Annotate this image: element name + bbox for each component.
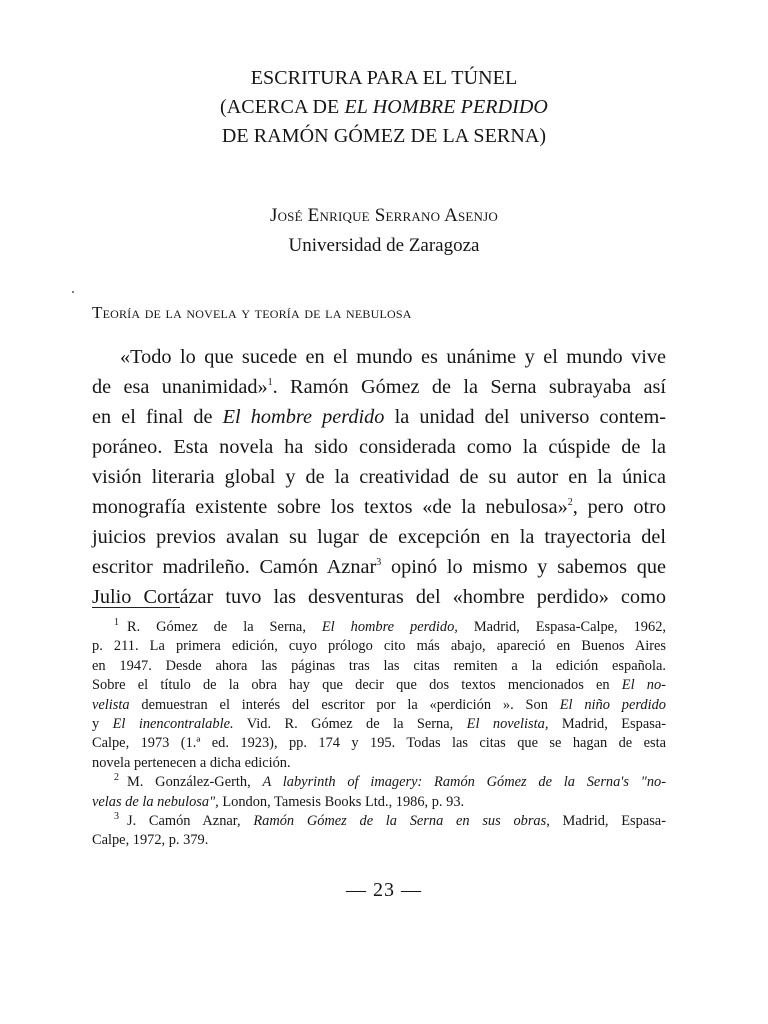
body-line: en el final de El hombre perdido la unidad del universo contem- [92,406,667,428]
author-affiliation: Universidad de Zaragoza [288,235,480,256]
footnote-ref[interactable]: 3 [376,557,382,569]
footnote-line: Sobre el título de la obra hay que decir que dos textos mencionados en El no- [92,677,666,694]
body-line: escritor madrileño. Camón Aznar$^3$ opinó lo mismo y sabemos que [92,556,666,578]
footnote-ref[interactable]: 2 [567,497,573,509]
footnote-number: 3 [114,811,119,823]
footnote-line: p. 211. La primera edición, cuyo prólogo cito más abajo, apareció en Buenos Aires [92,638,666,655]
author-name: José Enrique Serrano Asenjo [269,205,498,226]
title-line-3: DE RAMÓN GÓMEZ DE LA SERNA) [221,125,547,147]
section-heading: Teoría de la novela y teoría de la nebulosa [92,303,412,322]
footnote-line: Calpe, 1972, p. 379. [92,832,209,849]
footnote-line: en 1947. Desde ahora las páginas tras las citas remiten a la edición española. [92,657,666,674]
body-line: juicios previos avalan su lugar de excepción en la trayectoria del [92,526,666,548]
title-line-1: ESCRITURA PARA EL TÚNEL [250,67,518,89]
body-line: poráneo. Esta novela ha sido considerada como la cúspide de la [92,436,666,458]
body-line: de esa unanimidad»$^1$. Ramón Gómez de la Serna subrayaba así [92,376,666,398]
footnote-line: novela pertenecen a dicha edición. [92,754,291,771]
article-title [0,64,768,151]
footnote-ref[interactable]: 1 [267,377,273,389]
page-number: — 23 — [346,879,422,901]
footnote-line: y El inencontralable. Vid. R. Gómez de la Serna, El novelista, Madrid, Espasa- [92,716,666,733]
footnote-line: velista demuestran el interés del escritor por la «perdición ». Son El niño perdido [92,696,666,713]
footnote-line: Calpe, 1973 (1.ª ed. 1923), pp. 174 y 195. Todas las citas que se hagan de esta [92,735,666,752]
footnote-1: $^1$ R. Gómez de la Serna, El hombre perdido, Madrid, Espasa-Calpe, 1962, [114,617,666,635]
footnote-separator [92,607,180,608]
footnotes [92,618,666,851]
scan-speck [72,291,74,293]
footnote-2: $^2$ M. González-Gerth, A labyrinth of imagery: Ramón Gómez de la Serna's "no- [114,772,666,791]
body-line: visión literaria global y de la creatividad de su autor en la única [92,466,666,488]
body-paragraph [92,342,666,612]
body-line: monografía existente sobre los textos «de la nebulosa»$^2$, pero otro [92,496,666,518]
author-block [0,201,768,261]
footnote-3: $^3$ J. Camón Aznar, Ramón Gómez de la Serna en sus obras, Madrid, Espasa- [114,811,666,830]
body-line: «Todo lo que sucede en el mundo es unánime y el mundo vive [120,346,666,368]
footnote-number: 2 [114,772,119,784]
title-line-2: (ACERCA DE EL HOMBRE PERDIDO [220,96,548,118]
footnote-number: 1 [114,617,119,629]
body-line: Julio Cortázar tuvo las desventuras del «hombre perdido» como [92,586,666,608]
footnote-line: velas de la nebulosa", London, Tamesis Books Ltd., 1986, p. 93. [92,793,465,810]
